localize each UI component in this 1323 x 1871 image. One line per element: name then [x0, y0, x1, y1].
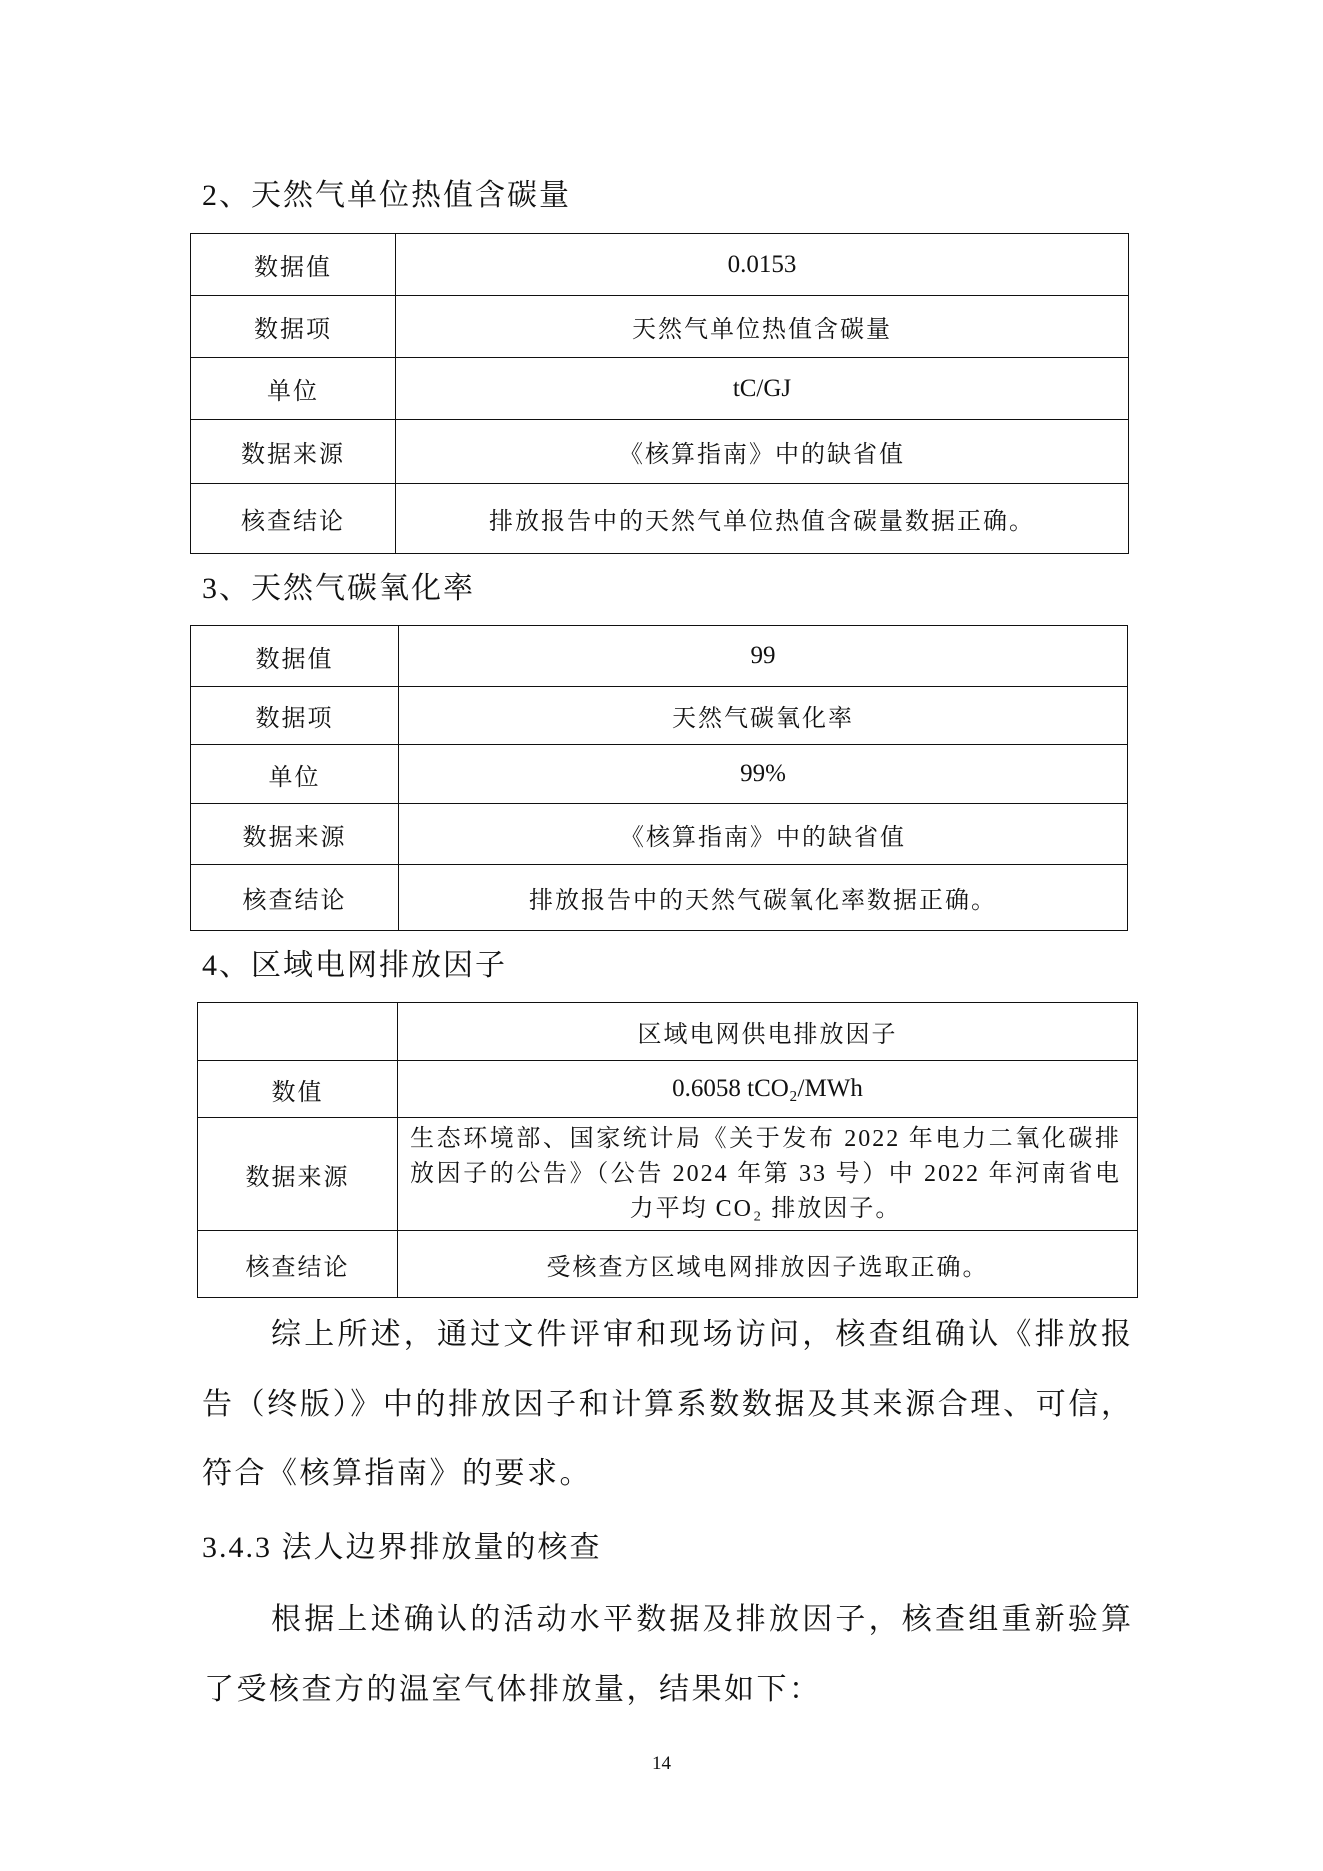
row-label: 数据项 [191, 296, 396, 358]
row-label: 单位 [191, 358, 396, 420]
table-row [191, 358, 1129, 420]
summary-line: 综上所述，通过文件评审和现场访问，核查组确认《排放报 [271, 1318, 1131, 1351]
row-label: 数据值 [191, 234, 396, 296]
section-heading: 2、天然气单位热值含碳量 [202, 179, 571, 212]
row-value: 0.6058 tCO₂/MWh [398, 1061, 1138, 1118]
row-value: 天然气碳氧化率 [399, 687, 1128, 745]
row-label: 核查结论 [198, 1231, 398, 1298]
carbon-content-table [190, 233, 1129, 554]
section-heading: 3、天然气碳氧化率 [202, 572, 475, 605]
table-row [198, 1003, 1138, 1061]
intro-line: 了受核查方的温室气体排放量，结果如下： [204, 1673, 822, 1706]
table-row [191, 687, 1128, 745]
page-number: 14 [652, 1753, 671, 1774]
row-label: 核查结论 [191, 484, 396, 554]
row-value: tC/GJ [396, 358, 1129, 420]
table-row [191, 804, 1128, 865]
row-label: 数据值 [191, 626, 399, 687]
table-row [198, 1061, 1138, 1118]
row-value-multiline [398, 1118, 1138, 1231]
row-label: 数据项 [191, 687, 399, 745]
row-label: 数据来源 [198, 1118, 398, 1231]
row-label: 单位 [191, 745, 399, 804]
grid-emission-factor-table [197, 1002, 1138, 1298]
row-value: 《核算指南》中的缺省值 [396, 420, 1129, 484]
table-row [191, 745, 1128, 804]
subsection-heading: 3.4.3 法人边界排放量的核查 [202, 1531, 602, 1564]
table-row [191, 234, 1129, 296]
row-value: 99% [399, 745, 1128, 804]
row-label: 数据来源 [191, 420, 396, 484]
row-value: 排放报告中的天然气碳氧化率数据正确。 [399, 865, 1128, 931]
row-value: 0.0153 [396, 234, 1129, 296]
table-row [198, 1118, 1138, 1231]
row-label: 数值 [198, 1061, 398, 1118]
source-line: 力平均 CO₂ 排放因子。 [629, 1195, 902, 1222]
row-value: 天然气单位热值含碳量 [396, 296, 1129, 358]
intro-line: 根据上述确认的活动水平数据及排放因子，核查组重新验算 [271, 1603, 1131, 1636]
table-row [198, 1231, 1138, 1298]
row-label: 核查结论 [191, 865, 399, 931]
row-value: 排放报告中的天然气单位热值含碳量数据正确。 [396, 484, 1129, 554]
table-row [191, 865, 1128, 931]
row-label: 数据来源 [191, 804, 399, 865]
row-value: 区域电网供电排放因子 [398, 1003, 1138, 1061]
row-label-empty [198, 1003, 398, 1061]
table-row [191, 484, 1129, 554]
source-line: 生态环境部、国家统计局《关于发布 2022 年电力二氧化碳排 [410, 1125, 1121, 1152]
source-line: 放因子的公告》（公告 2024 年第 33 号）中 2022 年河南省电 [410, 1160, 1121, 1187]
row-value: 受核查方区域电网排放因子选取正确。 [398, 1231, 1138, 1298]
row-value: 《核算指南》中的缺省值 [399, 804, 1128, 865]
oxidation-rate-table [190, 625, 1128, 931]
table-row [191, 626, 1128, 687]
summary-line: 符合《核算指南》的要求。 [202, 1457, 592, 1490]
row-value: 99 [399, 626, 1128, 687]
section-heading: 4、区域电网排放因子 [202, 949, 507, 982]
summary-line: 告（终版）》中的排放因子和计算系数数据及其来源合理、可信， [202, 1388, 1131, 1421]
table-row [191, 296, 1129, 358]
table-row [191, 420, 1129, 484]
